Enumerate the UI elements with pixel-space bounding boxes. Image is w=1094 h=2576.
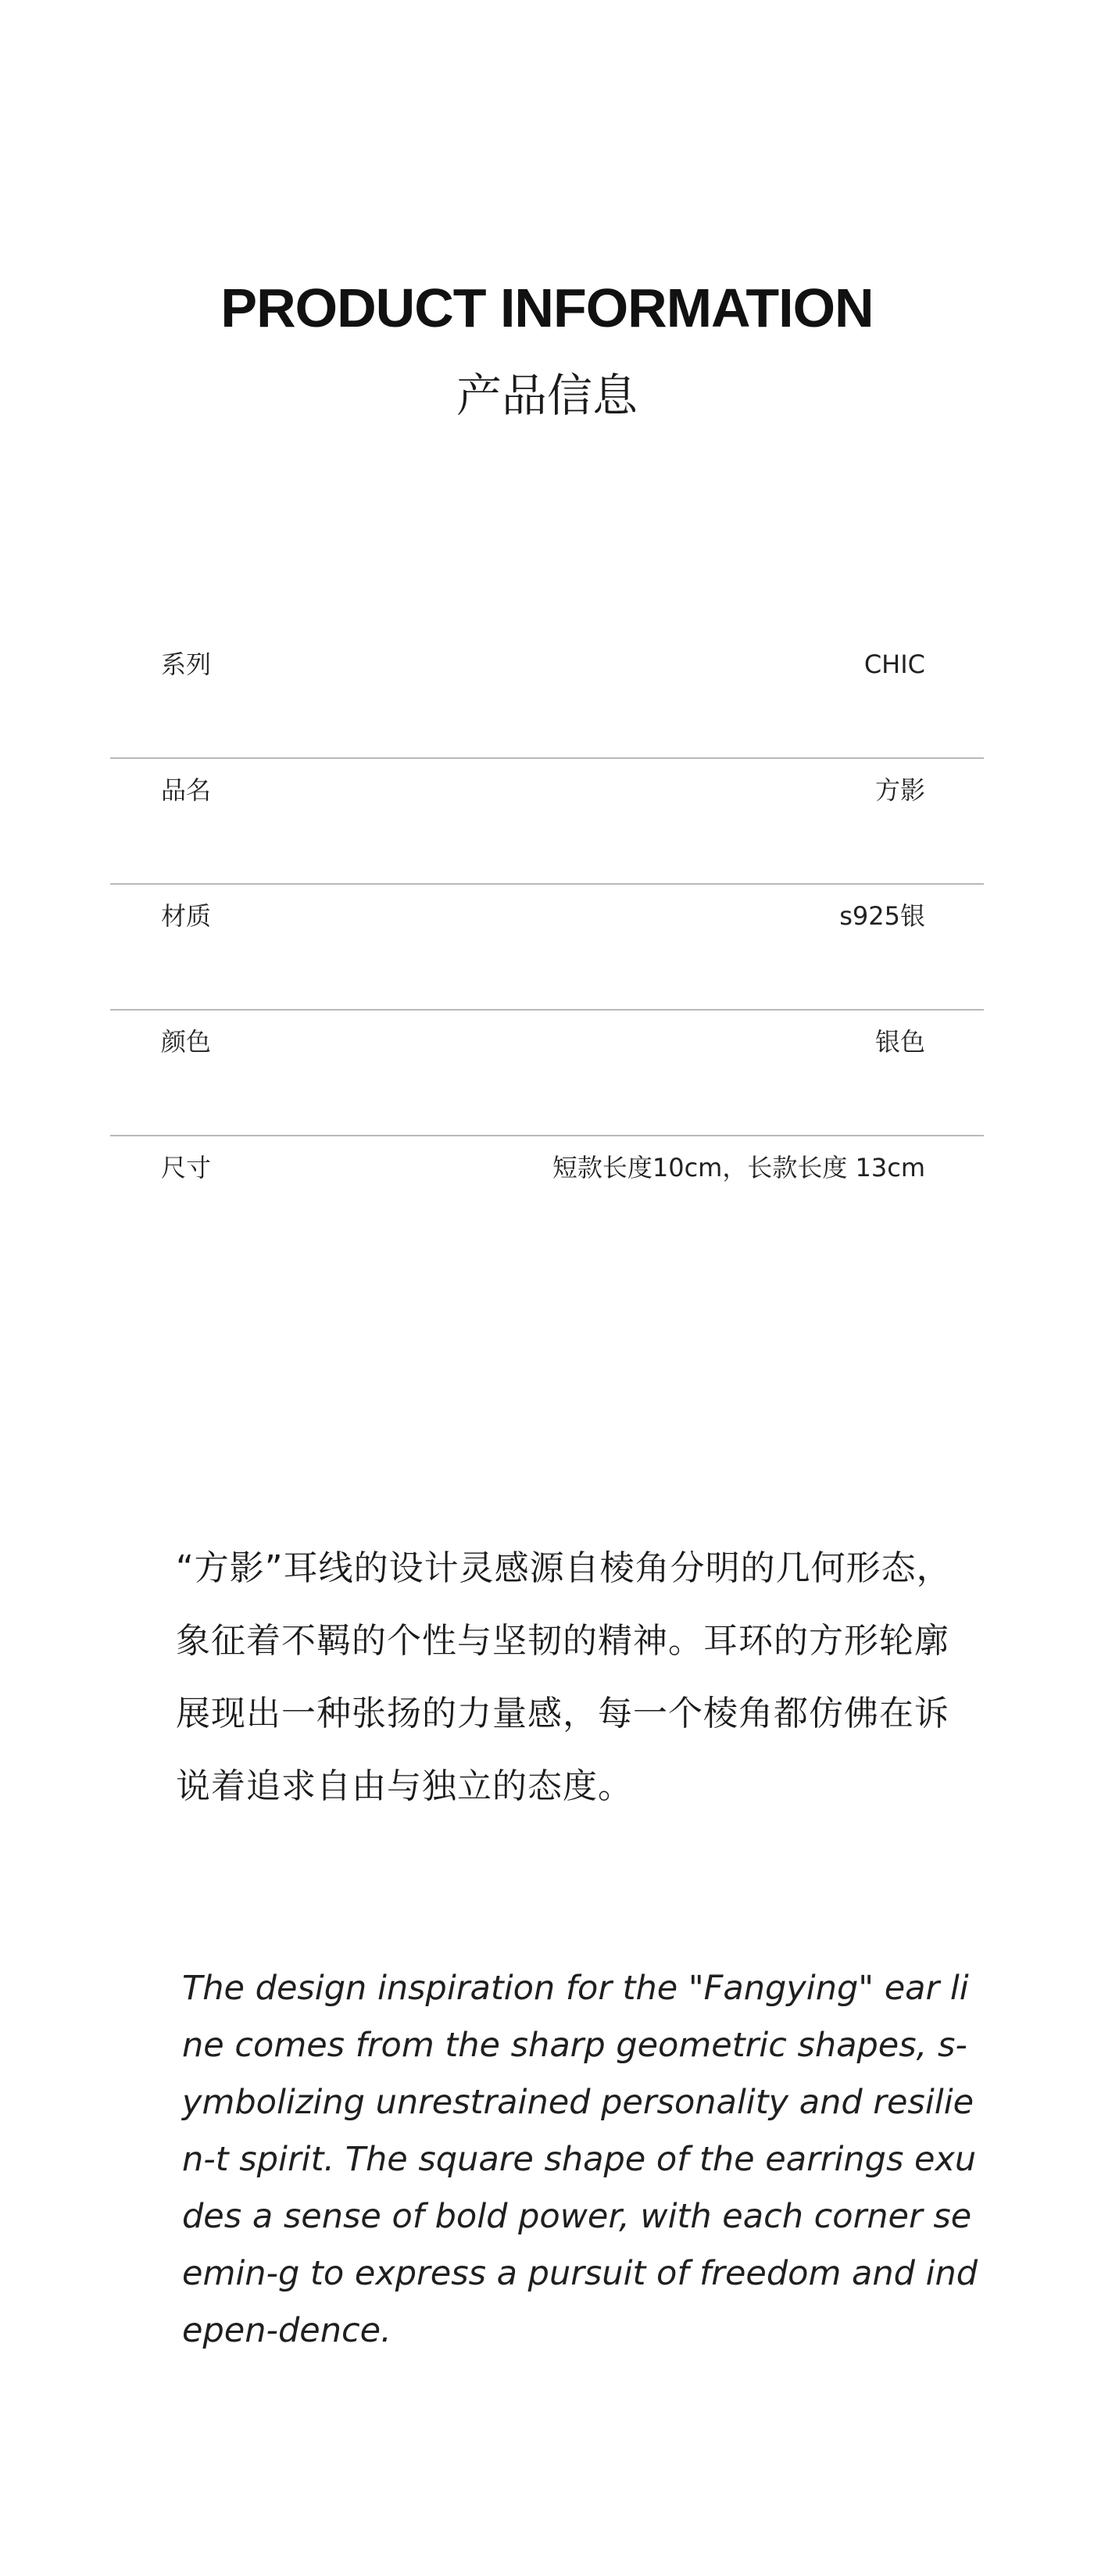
spec-value: 短款长度10cm，长款长度 13cm [552, 1153, 925, 1182]
spec-row-color [110, 1011, 984, 1136]
spec-label: 品名 [161, 775, 212, 805]
spec-row-size [110, 1136, 984, 1262]
description-en: The design inspiration for the "Fangying" ear line comes from the sharp geometric shapes, s-ymbolizing unrestrained personality and resilien-t spirit. The square shape of the earrings exudes a sense of bold power, with each corner seemin-g to express a pursuit of freedom and indepen-dence. [182, 1969, 978, 2350]
spec-row-material [110, 885, 984, 1011]
spec-row-name [110, 759, 984, 885]
page-title-zh: 产品信息 [456, 369, 638, 422]
spec-value: 银色 [874, 1027, 925, 1057]
spec-value: 方影 [874, 775, 925, 805]
spec-label: 系列 [161, 649, 212, 679]
spec-row-series [110, 633, 984, 759]
spec-table [110, 633, 984, 1262]
spec-label: 尺寸 [161, 1153, 212, 1182]
description-zh: “方影”耳线的设计灵感源自棱角分明的几何形态，象征着不羁的个性与坚韧的精神。耳环的方形轮廓展现出一种张扬的力量感，每一个棱角都仿佛在诉说着追求自由与独立的态度。 [176, 1548, 952, 1806]
spec-value: CHIC [863, 649, 925, 679]
page-title-en: PRODUCT INFORMATION [220, 277, 874, 338]
spec-label: 颜色 [161, 1027, 212, 1057]
spec-value: s925银 [839, 901, 925, 931]
spec-label: 材质 [161, 901, 212, 931]
